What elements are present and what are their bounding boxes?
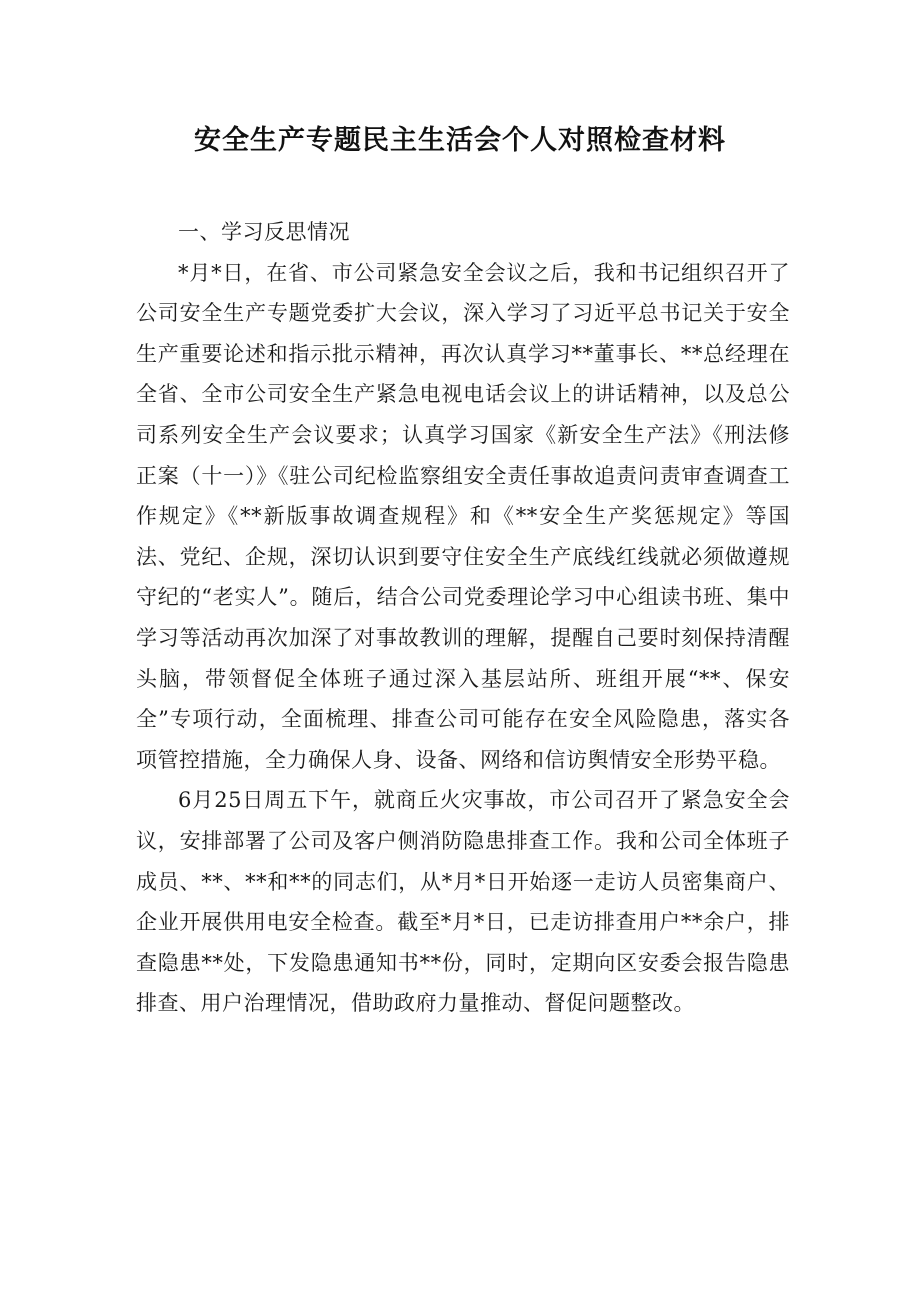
document-title: 安全生产专题民主生活会个人对照检查材料 xyxy=(194,125,726,156)
document-body xyxy=(136,212,790,1024)
paragraph-study: *月*日，在省、市公司紧急安全会议之后，我和书记组织召开了公司安全生产专题党委扩大会议，深入学习了习近平总书记关于安全生产重要论述和指示批示精神，再次认真学习**董事长、**总经理在全省、全市公司安全生产紧急电视电话会议上的讲话精神，以及总公司系列安全生产会议要求；认真学习国家《新安全生产法》《刑法修正案（十一）》《驻公司纪检监察组安全责任事故追责问责审查调查工作规定》《**新版事故调查规程》和《**安全生产奖惩规定》等国法、党纪、企规，深切认识到要守住安全生产底线红线就必须做遵规守纪的“老实人”。随后，结合公司党委理论学习中心组读书班、集中学习等活动再次加深了对事故教训的理解，提醒自己要时刻保持清醒头脑，带领督促全体班子通过深入基层站所、班组开展“**、保安全”专项行动，全面梳理、排查公司可能存在安全风险隐患，落实各项管控措施，全力确保人身、设备、网络和信访舆情安全形势平稳。 xyxy=(136,260,790,772)
paragraph-inspection: 6月25日周五下午，就商丘火灾事故，市公司召开了紧急安全会议，安排部署了公司及客户侧消防隐患排查工作。我和公司全体班子成员、**、**和**的同志们，从*月*日开始逐一走访人员密集商户、企业开展供用电安全检查。截至*月*日，已走访排查用户**余户，排查隐患**处，下发隐患通知书**份，同时，定期向区安委会报告隐患排查、用户治理情况，借助政府力量推动、督促问题整改。 xyxy=(136,788,790,1016)
section-heading: 一、学习反思情况 xyxy=(178,220,350,244)
